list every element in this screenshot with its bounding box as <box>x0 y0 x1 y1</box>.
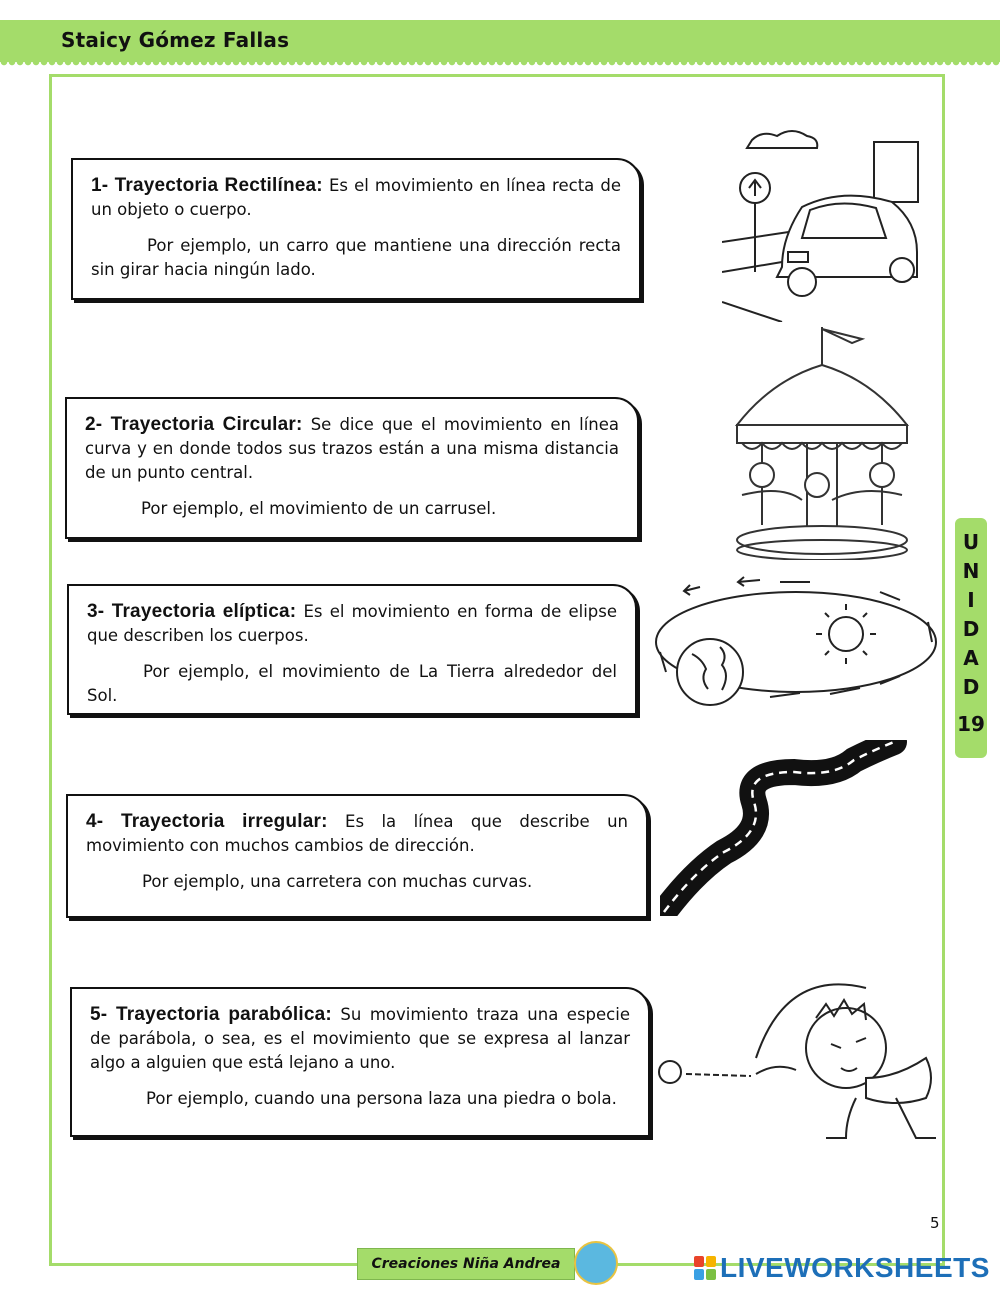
section-definition: Es el movimiento en forma de elipse que describen los cuerpos. <box>87 602 618 645</box>
section-eliptica <box>67 584 637 715</box>
liveworksheets-logo[interactable] <box>694 1252 990 1284</box>
unit-letter: A <box>963 646 979 670</box>
liveworksheets-brand: LIVEWORKSHEETS <box>720 1252 990 1283</box>
section-title: 5- Trayectoria parabólica: <box>90 1004 332 1025</box>
section-definition: Es la línea que describe un movimiento con muchos cambios de dirección. <box>86 812 628 855</box>
section-parabolica <box>70 987 650 1137</box>
section-title: 2- Trayectoria Circular: <box>85 414 303 435</box>
credit-badge: Creaciones Niña Andrea <box>357 1248 575 1280</box>
header-bar <box>0 20 1000 62</box>
section-definition: Su movimiento traza una especie de parábola, o sea, es el movimiento que se expresa al lanzar algo a alguien que está lejano a uno. <box>90 1005 630 1072</box>
unit-letter: D <box>962 617 980 641</box>
unit-letter: I <box>967 588 975 612</box>
unit-side-tab <box>955 518 987 758</box>
unit-letter: N <box>962 559 980 583</box>
winding-road-icon <box>660 740 908 916</box>
unit-letter: U <box>962 530 980 554</box>
section-definition: Es el movimiento en línea recta de un objeto o cuerpo. <box>91 176 621 219</box>
earth-sun-orbit-icon <box>650 572 942 720</box>
page-number: 5 <box>930 1214 940 1232</box>
section-title: 3- Trayectoria elíptica: <box>87 601 297 622</box>
section-irregular <box>66 794 648 918</box>
creator-logo-icon <box>574 1241 618 1285</box>
boy-throwing-ball-icon <box>656 978 946 1154</box>
section-example: Por ejemplo, el movimiento de un carrusel. <box>141 499 497 518</box>
unit-number: 19 <box>957 712 985 736</box>
author-name: Staicy Gómez Fallas <box>61 28 290 52</box>
car-icon <box>722 122 922 322</box>
carousel-icon <box>732 325 914 560</box>
section-circular <box>65 397 639 539</box>
section-example: Por ejemplo, un carro que mantiene una dirección recta sin girar hacia ningún lado. <box>91 236 621 279</box>
section-example: Por ejemplo, el movimiento de La Tierra alrededor del Sol. <box>87 662 617 705</box>
section-title: 4- Trayectoria irregular: <box>86 811 328 832</box>
section-definition: Se dice que el movimiento en línea curva y en donde todos sus trazos están a una misma distancia de un punto central. <box>85 415 620 482</box>
unit-letter: D <box>962 675 980 699</box>
section-rectilinea <box>71 158 641 300</box>
liveworksheets-grid-icon <box>694 1256 716 1280</box>
section-example: Por ejemplo, una carretera con muchas curvas. <box>142 872 533 891</box>
section-title: 1- Trayectoria Rectilínea: <box>91 175 323 196</box>
section-example: Por ejemplo, cuando una persona laza una piedra o bola. <box>146 1089 617 1108</box>
